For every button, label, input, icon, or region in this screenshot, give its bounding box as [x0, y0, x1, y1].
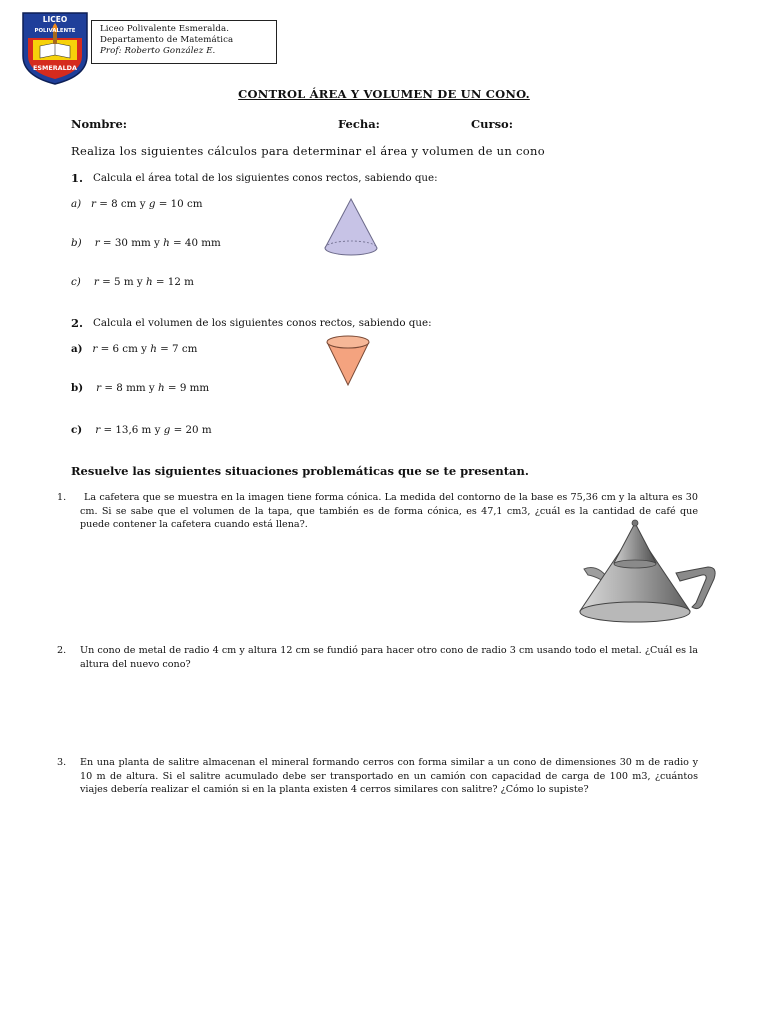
school-name: Liceo Polivalente Esmeralda.: [100, 24, 230, 34]
date-field-label: Fecha:: [338, 117, 380, 131]
problem-3-text: En una planta de salitre almacenan el mineral formando cerros con forma similar a un cono de dimensiones 30 m de radio y 10 m de altura. Si el salitre acumulado debe ser transportado en un camión con capacidad de carga de 100 m3, ¿cuántos viajes debería realizar el camión si en la planta existen 4 cerros similares con salitre? ¿Cómo lo supiste?: [80, 757, 698, 795]
q2-item-a: a) r = 6 cm y h = 7 cm: [71, 343, 198, 355]
coffee-pot-illustration: [578, 519, 720, 631]
problems-heading: Resuelve las siguientes situaciones problemáticas que se te presentan.: [71, 464, 529, 478]
q2-number: 2.: [71, 316, 84, 330]
course-field-label: Curso:: [471, 117, 513, 131]
problem-1-number: 1.: [57, 492, 67, 503]
name-field-label: Nombre:: [71, 117, 128, 131]
cone-purple-illustration: [322, 196, 380, 258]
problem-3-number: 3.: [57, 757, 67, 768]
problem-1-text: La cafetera que se muestra en la imagen tiene forma cónica. La medida del contorno de la base es 75,36 cm y la altura es 30 cm. Si se sabe que el volumen de la tapa, que también es de forma cónica, es 47,1 cm3, ¿cuál es la cantidad de café que puede contener la cafetera cuando está llena?.: [80, 492, 698, 530]
q1-text: Calcula el área total de los siguientes conos rectos, sabiendo que:: [93, 172, 438, 184]
q2-item-c: c) r = 13,6 m y g = 20 m: [71, 424, 212, 436]
q1-item-c: c) r = 5 m y h = 12 m: [71, 276, 194, 288]
q1-item-a: a) r = 8 cm y g = 10 cm: [71, 198, 203, 210]
page-title: CONTROL ÁREA Y VOLUMEN DE UN CONO.: [238, 87, 530, 101]
q2-text: Calcula el volumen de los siguientes conos rectos, sabiendo que:: [93, 317, 432, 329]
q1-number: 1.: [71, 171, 84, 185]
problem-2-number: 2.: [57, 645, 67, 656]
school-header-box: [91, 20, 277, 64]
logo-mid-text: POLIVALENTE: [34, 28, 76, 34]
teacher-name: Prof: Roberto González E.: [100, 46, 216, 56]
school-logo: [20, 10, 90, 86]
q1-item-b: b) r = 30 mm y h = 40 mm: [71, 237, 221, 249]
cone-orange-illustration: [324, 334, 372, 388]
department-name: Departamento de Matemática: [100, 35, 234, 45]
logo-bottom-text: ESMERALDA: [33, 64, 77, 72]
logo-top-text: LICEO: [42, 15, 68, 24]
instruction-text: Realiza los siguientes cálculos para determinar el área y volumen de un cono: [71, 144, 545, 158]
problem-2-text: Un cono de metal de radio 4 cm y altura 12 cm se fundió para hacer otro cono de radio 3 cm usando todo el metal. ¿Cuál es la altura del nuevo cono?: [80, 645, 698, 670]
q2-item-b: b) r = 8 mm y h = 9 mm: [71, 382, 210, 394]
